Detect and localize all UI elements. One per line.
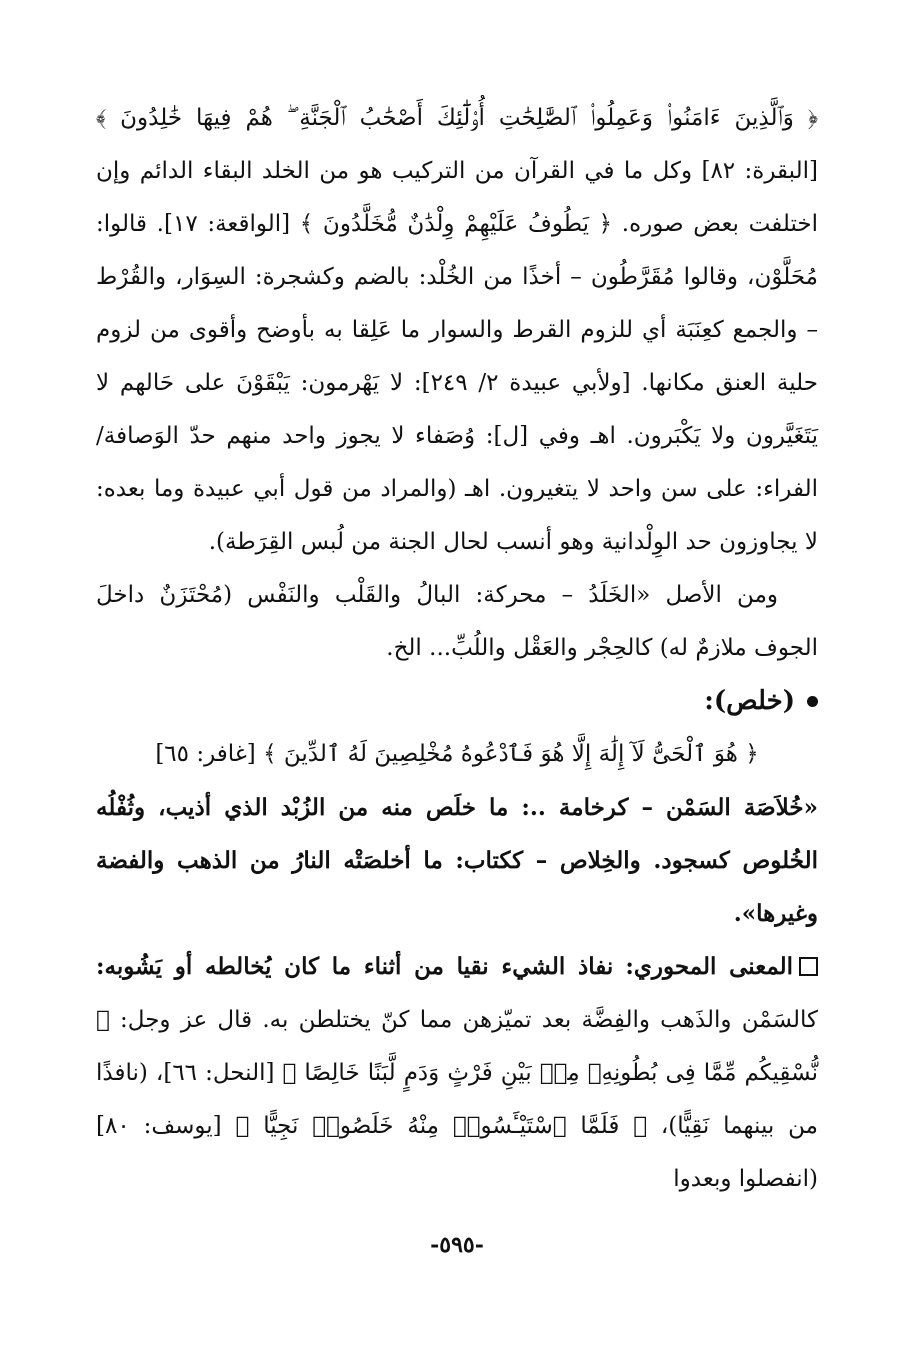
bullet-icon (807, 696, 818, 707)
quran-verse-ghafir: ﴿ هُوَ ٱلْحَىُّ لَآ إِلَٰهَ إِلَّا هُوَ فَٱدْعُوهُ مُخْلِصِينَ لَهُ ٱلدِّينَ ﴾ [غافر: ٦٥] (155, 741, 759, 767)
core-meaning-paragraph (96, 940, 818, 1206)
core-meaning-statement: نفاذ الشيء نقيا من أثناء ما كان يُخالطه أو يَشُوبه: (96, 953, 614, 980)
paragraph-khalad-origin: ومن الأصل «الخَلَدُ – محركة: البالُ والقَلْب والنَفْس (مُحْتَزَنٌ داخلَ الجوف ملازمٌ له) كالحِجْر والعَقْل واللُبِّ... الخ. (96, 582, 818, 661)
page-body (96, 92, 818, 1206)
page-number: -٥٩٥- (430, 1232, 484, 1258)
paragraph-khuld: ﴿ وَٱلَّذِينَ ءَامَنُوا۟ وَعَمِلُوا۟ ٱلصَّٰلِحَٰتِ أُو۟لَٰٓئِكَ أَصْحَٰبُ ٱلْجَنَّةِ ۖ هُمْ فِيهَا خَٰلِدُونَ ﴾ [البقرة: ٨٢] وكل ما في القرآن من التركيب هو من الخلد البقاء الدائم وإن اختلفت بعض صوره. ﴿ يَطُوفُ عَلَيْهِمْ وِلْدَٰنٌ مُّخَلَّدُونَ ﴾ [الواقعة: ١٧]. قالوا: مُحَلَّوْن، وقالوا مُقَرَّطُون – أخذًا من الخُلْد: بالضم وكشجرة: السِوَار، والقُرْط – والجمع كعِنَبَة أي للزوم القرط والسوار ما عَلِقا به بأوضح وأقوى من لزوم حلية العنق مكانها. [ولأبي عبيدة ٢/ ٢٤٩]: لا يَهْرمون: يَبْقَوْنَ على حَالهم لا يَتَغَيَّرون ولا يَكْبَرون. اهـ وفي [ل]: وُصَفاء لا يجوز واحد منهم حدّ الوَصافة/ الفراء: على سن واحد لا يتغيرون. اهـ (والمراد من قول أبي عبيدة وما بعده: لا يجاوزون حد الوِلْدانية وهو أنسب لحال الجنة من لُبس القِرَطة). (96, 105, 818, 555)
definition-paragraph: «خُلاَصَة السَمْن – كرخامة ..: ما خلَص منه من الزُبْد الذي أذيب، وثُفْلُه الخُلوص كسجود. والخِلاص – ككتاب: ما أخلصَتْه النارُ من الذهب والفضة وغيرها». (96, 794, 818, 927)
core-meaning-label: المعنى المحوري: (625, 953, 794, 980)
section-heading-text: (خلص): (704, 686, 795, 716)
core-meaning-explanation: كالسَمْن والذَهب والفِضَّة بعد تميّزهن مما كنّ يختلطن به. قال عز وجل: ﴿ نُّسْقِيكُم مِّمَّا فِى بُطُونِهِۦ مِنۢ بَيْنِ فَرْثٍ وَدَمٍ لَّبَنًا خَالِصًا ﴾ [النحل: ٦٦]، (نافذًا من بينهما نَقِيًّا)، ﴿ فَلَمَّا ٱسْتَيْـَٔسُوا۟ مِنْهُ خَلَصُوا۟ نَجِيًّا ﴾ [يوسف: ٨٠] (انفصلوا وبعدوا (96, 1007, 818, 1192)
section-heading (96, 675, 818, 728)
square-marker-icon (799, 957, 818, 976)
